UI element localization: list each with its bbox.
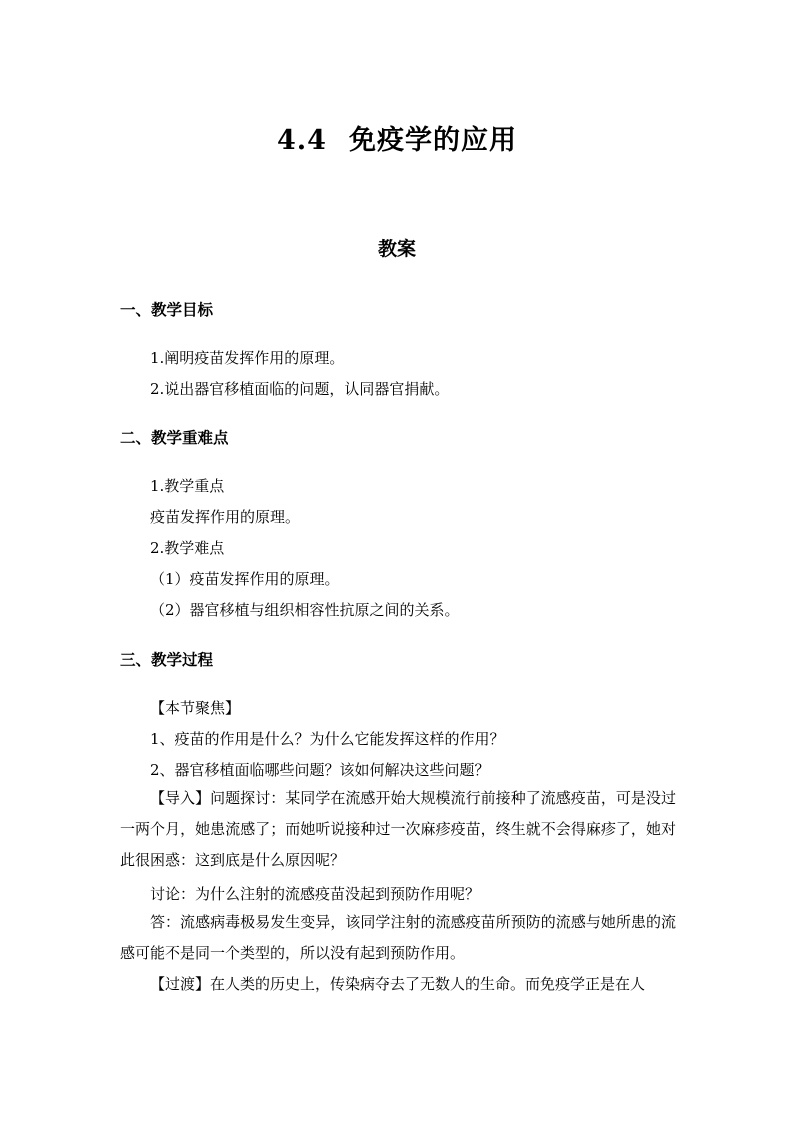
document-subtitle: 教案: [377, 238, 416, 260]
objective-item: 1.阐明疫苗发挥作用的原理。: [150, 349, 345, 367]
key-point-text: 疫苗发挥作用的原理。: [150, 508, 301, 526]
discussion-question: 讨论：为什么注射的流感疫苗没起到预防作用呢？: [150, 885, 481, 903]
section-heading-objectives: 一、教学目标: [120, 300, 214, 319]
transition-text: 在人类的历史上，传染病夺去了无数人的生命。而免疫学正是在人: [210, 975, 646, 993]
objective-item: 2.说出器官移植面临的问题，认同器官捐献。: [150, 380, 450, 398]
document-title: [0, 118, 794, 157]
title-text: 免疫学的应用: [348, 125, 517, 156]
intro-text: 问题探讨：某同学在流感开始大规模流行前接种了流感疫苗，可是没过一两个月，她患流感了；而她听说接种过一次麻疹疫苗，终生就不会得麻疹了，她对此很困惑：这到底是什么原因呢？: [120, 789, 676, 869]
title-number: 4.4: [277, 125, 327, 156]
section-heading-process: 三、教学过程: [120, 650, 214, 669]
answer-paragraph: 答：流感病毒极易发生变异，该同学注射的流感疫苗所预防的流感与她所患的流感可能不是同一个类型的，所以没有起到预防作用。: [120, 913, 676, 962]
key-point-label: 1.教学重点: [150, 477, 225, 495]
focus-label: 【本节聚焦】: [150, 699, 241, 717]
intro-label: 【导入】: [150, 789, 211, 807]
intro-paragraph: [120, 783, 676, 876]
transition-paragraph: [120, 969, 676, 1000]
difficult-point-label: 2.教学难点: [150, 539, 225, 557]
focus-question: 1、疫苗的作用是什么？为什么它能发挥这样的作用？: [150, 730, 505, 748]
difficult-point-item: （1）疫苗发挥作用的原理。: [150, 570, 340, 588]
focus-question: 2、器官移植面临哪些问题？该如何解决这些问题？: [150, 761, 490, 779]
difficult-point-item: （2）器官移植与组织相容性抗原之间的关系。: [150, 601, 460, 619]
section-heading-key-points: 二、教学重难点: [120, 428, 229, 447]
transition-label: 【过渡】: [150, 975, 211, 993]
